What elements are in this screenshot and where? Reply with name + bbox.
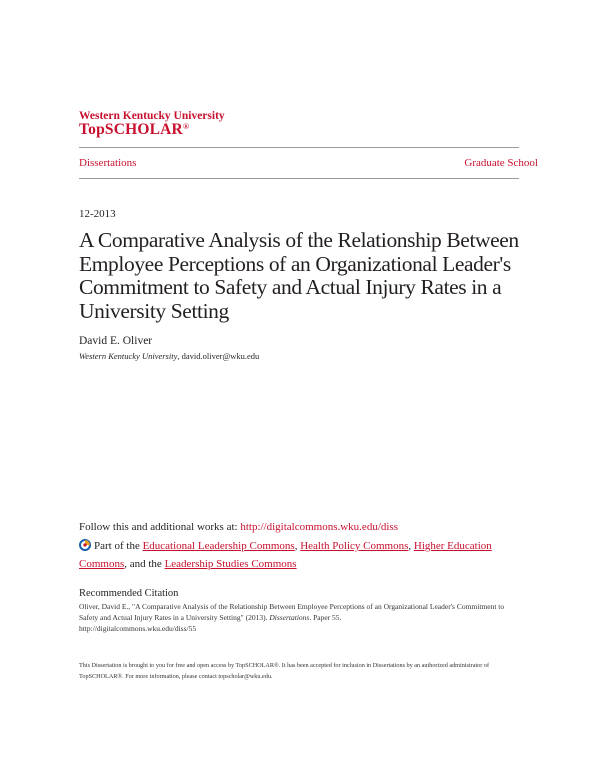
separator: , [408, 540, 414, 552]
commons-network-icon [79, 539, 91, 557]
higher-education-commons-link[interactable]: Higher Education Commons [79, 540, 492, 570]
part-of-prefix: Part of the [94, 540, 143, 552]
citation-part1: Oliver, David E., "A Comparative Analysis of the Relationship Between Employee Perceptions of an Organizational Leader's Commitment to Safety and Actual Injury Rates in a University Setting" (2013). [79, 602, 505, 622]
access-notice: This Dissertation is brought to you for free and open access by TopSCHOLAR®. It has been accepted for inclusion in Dissertations by an authorized administrator of TopSCHOLAR®. For more information, please contact topscholar@wku.edu. [79, 662, 490, 680]
separator: , and the [124, 557, 165, 570]
leadership-studies-commons-link[interactable]: Leadership Studies Commons [164, 557, 297, 570]
citation-url: http://digitalcommons.wku.edu/diss/55 [79, 624, 197, 633]
document-title: A Comparative Analysis of the Relationship Between Employee Perceptions of an Organizational Leader's Commitment to Safety and Actual Injury Rates in a University Setting [79, 228, 519, 323]
citation-text [79, 601, 519, 634]
affiliation-institution: Western Kentucky University [79, 351, 178, 361]
affiliation-email: , david.oliver@wku.edu [177, 351, 260, 361]
part-of-commons [79, 539, 519, 572]
citation-part2: . Paper 55. [309, 613, 342, 622]
author-name: David E. Oliver [79, 335, 153, 347]
repository-name [79, 121, 189, 139]
repository-name-text: TopSCHOLAR [79, 121, 183, 138]
citation-series: Dissertations [269, 613, 310, 622]
dissertations-link[interactable]: Dissertations [79, 157, 137, 169]
graduate-school-link[interactable]: Graduate School [464, 157, 538, 169]
bottom-divider [79, 178, 519, 179]
institution-name: Western Kentucky University [79, 110, 225, 122]
publication-date: 12-2013 [79, 208, 116, 220]
health-policy-commons-link[interactable]: Health Policy Commons [300, 540, 409, 552]
separator: , [294, 540, 301, 552]
follow-url-link[interactable]: http://digitalcommons.wku.edu/diss [240, 521, 398, 533]
top-divider [79, 147, 519, 148]
registered-mark: ® [182, 122, 190, 131]
educational-leadership-commons-link[interactable]: Educational Leadership Commons [142, 540, 295, 552]
follow-prefix: Follow this and additional works at: [79, 521, 241, 533]
recommended-citation-heading: Recommended Citation [79, 588, 179, 599]
author-affiliation [79, 351, 259, 361]
follow-line [79, 521, 398, 533]
